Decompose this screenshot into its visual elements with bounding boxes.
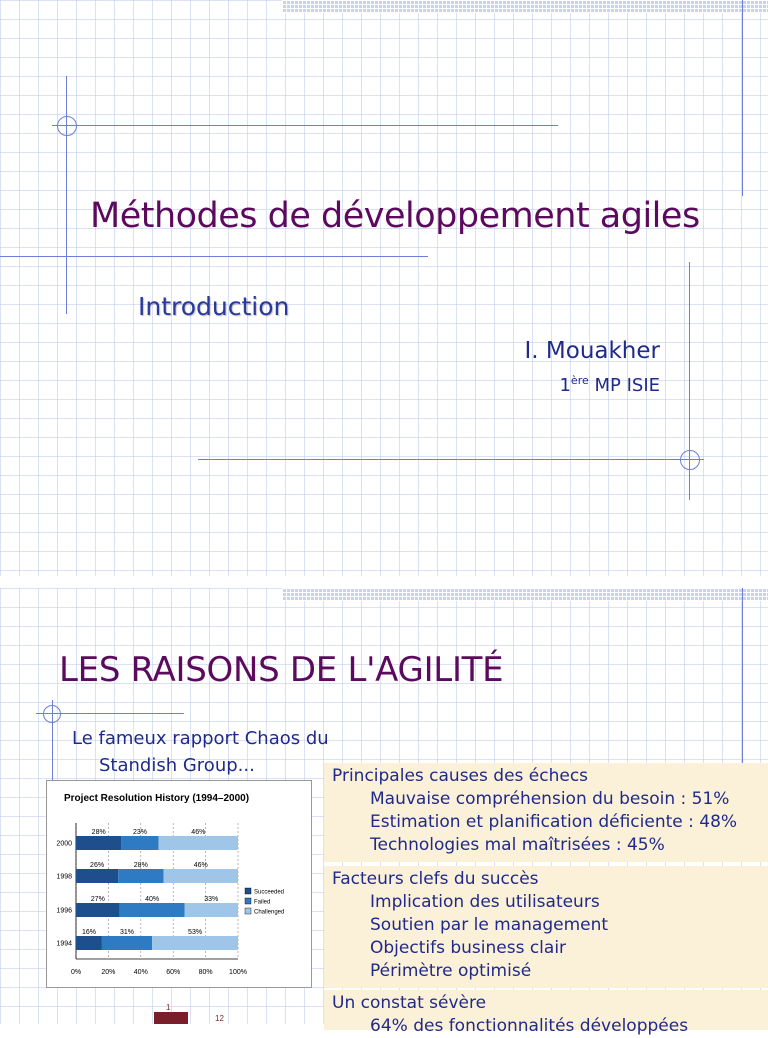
panel-heading: Principales causes des échecs <box>332 766 589 786</box>
rule-circle <box>57 116 77 136</box>
panel-item: 64% des fonctionnalités développées <box>370 1016 689 1036</box>
course-superscript: ère <box>570 374 589 387</box>
y-tick-label: 1996 <box>56 907 72 915</box>
chart-title: Project Resolution History (1994–2000) <box>64 793 250 804</box>
data-label: 27% <box>90 896 105 903</box>
panel-item: Implication des utilisateurs <box>370 892 600 912</box>
x-tick-label: 20% <box>101 969 116 976</box>
decorative-image <box>154 1012 188 1024</box>
y-tick-label: 1994 <box>56 940 72 948</box>
data-label: 28% <box>133 862 148 869</box>
intro-bullet <box>72 725 329 779</box>
x-tick-label: 0% <box>70 969 82 976</box>
data-label: 31% <box>120 929 135 936</box>
bar-segment <box>76 869 118 883</box>
bar-segment <box>159 836 238 850</box>
data-label: 16% <box>81 929 96 936</box>
legend-swatch <box>245 888 251 894</box>
rule-circle-2 <box>43 705 61 723</box>
legend-swatch <box>245 908 251 914</box>
data-label: 26% <box>90 862 105 869</box>
panel-item: Périmètre optimisé <box>370 961 532 981</box>
right-rule-2 <box>742 588 743 768</box>
slide-title: LES RAISONS DE L'AGILITÉ <box>59 650 504 690</box>
x-tick-label: 60% <box>166 969 181 976</box>
bar-segment <box>163 869 238 883</box>
header-band <box>282 0 768 13</box>
bullet-line-2: Standish Group... <box>99 755 255 776</box>
mid-rule <box>0 256 428 257</box>
panel-item: Estimation et planification déficiente : 48% <box>370 812 738 832</box>
left-rule <box>66 76 67 314</box>
panel-heading: Facteurs clefs du succès <box>332 869 539 889</box>
x-tick-label: 100% <box>229 969 247 976</box>
bar-segment <box>185 903 238 917</box>
slide-gap <box>0 576 768 588</box>
rule-circle-bottom <box>680 450 700 470</box>
deco-number: 1 <box>166 1003 171 1012</box>
bar-segment <box>102 936 152 950</box>
data-label: 46% <box>191 829 206 836</box>
course-label <box>559 374 660 396</box>
severe-finding-panel <box>324 990 768 1036</box>
bar-segment <box>76 903 120 917</box>
top-rule <box>52 125 558 126</box>
panel-item: Soutien par le management <box>370 915 609 935</box>
legend-swatch <box>245 898 251 904</box>
panel-item: Objectifs business clair <box>370 938 567 958</box>
chaos-report-chart <box>46 780 312 988</box>
legend-label: Succeeded <box>254 889 285 896</box>
failure-causes-panel <box>324 763 768 862</box>
legend-label: Challenged <box>254 909 285 916</box>
panel-item: Mauvaise compréhension du besoin : 51% <box>370 789 730 809</box>
header-band-2 <box>282 588 768 601</box>
bar-segment <box>120 903 185 917</box>
bullet-line-1: Le fameux rapport Chaos du <box>72 728 329 749</box>
bar-segment <box>118 869 163 883</box>
author-name: I. Mouakher <box>524 338 660 364</box>
bar-segment <box>76 836 121 850</box>
data-label: 53% <box>188 929 203 936</box>
panel-heading: Un constat sévère <box>332 993 487 1013</box>
data-label: 40% <box>145 896 160 903</box>
bar-segment <box>121 836 158 850</box>
success-factors-panel <box>324 866 768 988</box>
presentation-subtitle: Introduction <box>138 292 290 321</box>
chart-canvas <box>47 781 311 987</box>
bottom-rule <box>198 459 704 460</box>
data-label: 46% <box>193 862 208 869</box>
bar-segment <box>152 936 238 950</box>
legend-label: Failed <box>254 899 271 906</box>
y-tick-label: 2000 <box>56 840 72 848</box>
course-name: MP ISIE <box>588 375 660 396</box>
course-number: 1 <box>559 375 571 396</box>
bar-segment <box>76 936 102 950</box>
x-tick-label: 40% <box>133 969 148 976</box>
presentation-title: Méthodes de développement agiles <box>90 196 700 236</box>
data-label: 33% <box>204 896 219 903</box>
x-tick-label: 80% <box>198 969 213 976</box>
data-label: 28% <box>91 829 106 836</box>
right-rule <box>742 0 743 196</box>
y-tick-label: 1998 <box>56 873 72 881</box>
data-label: 23% <box>132 829 147 836</box>
panel-item: Technologies mal maîtrisées : 45% <box>370 835 665 855</box>
deco-number: 12 <box>215 1014 224 1023</box>
